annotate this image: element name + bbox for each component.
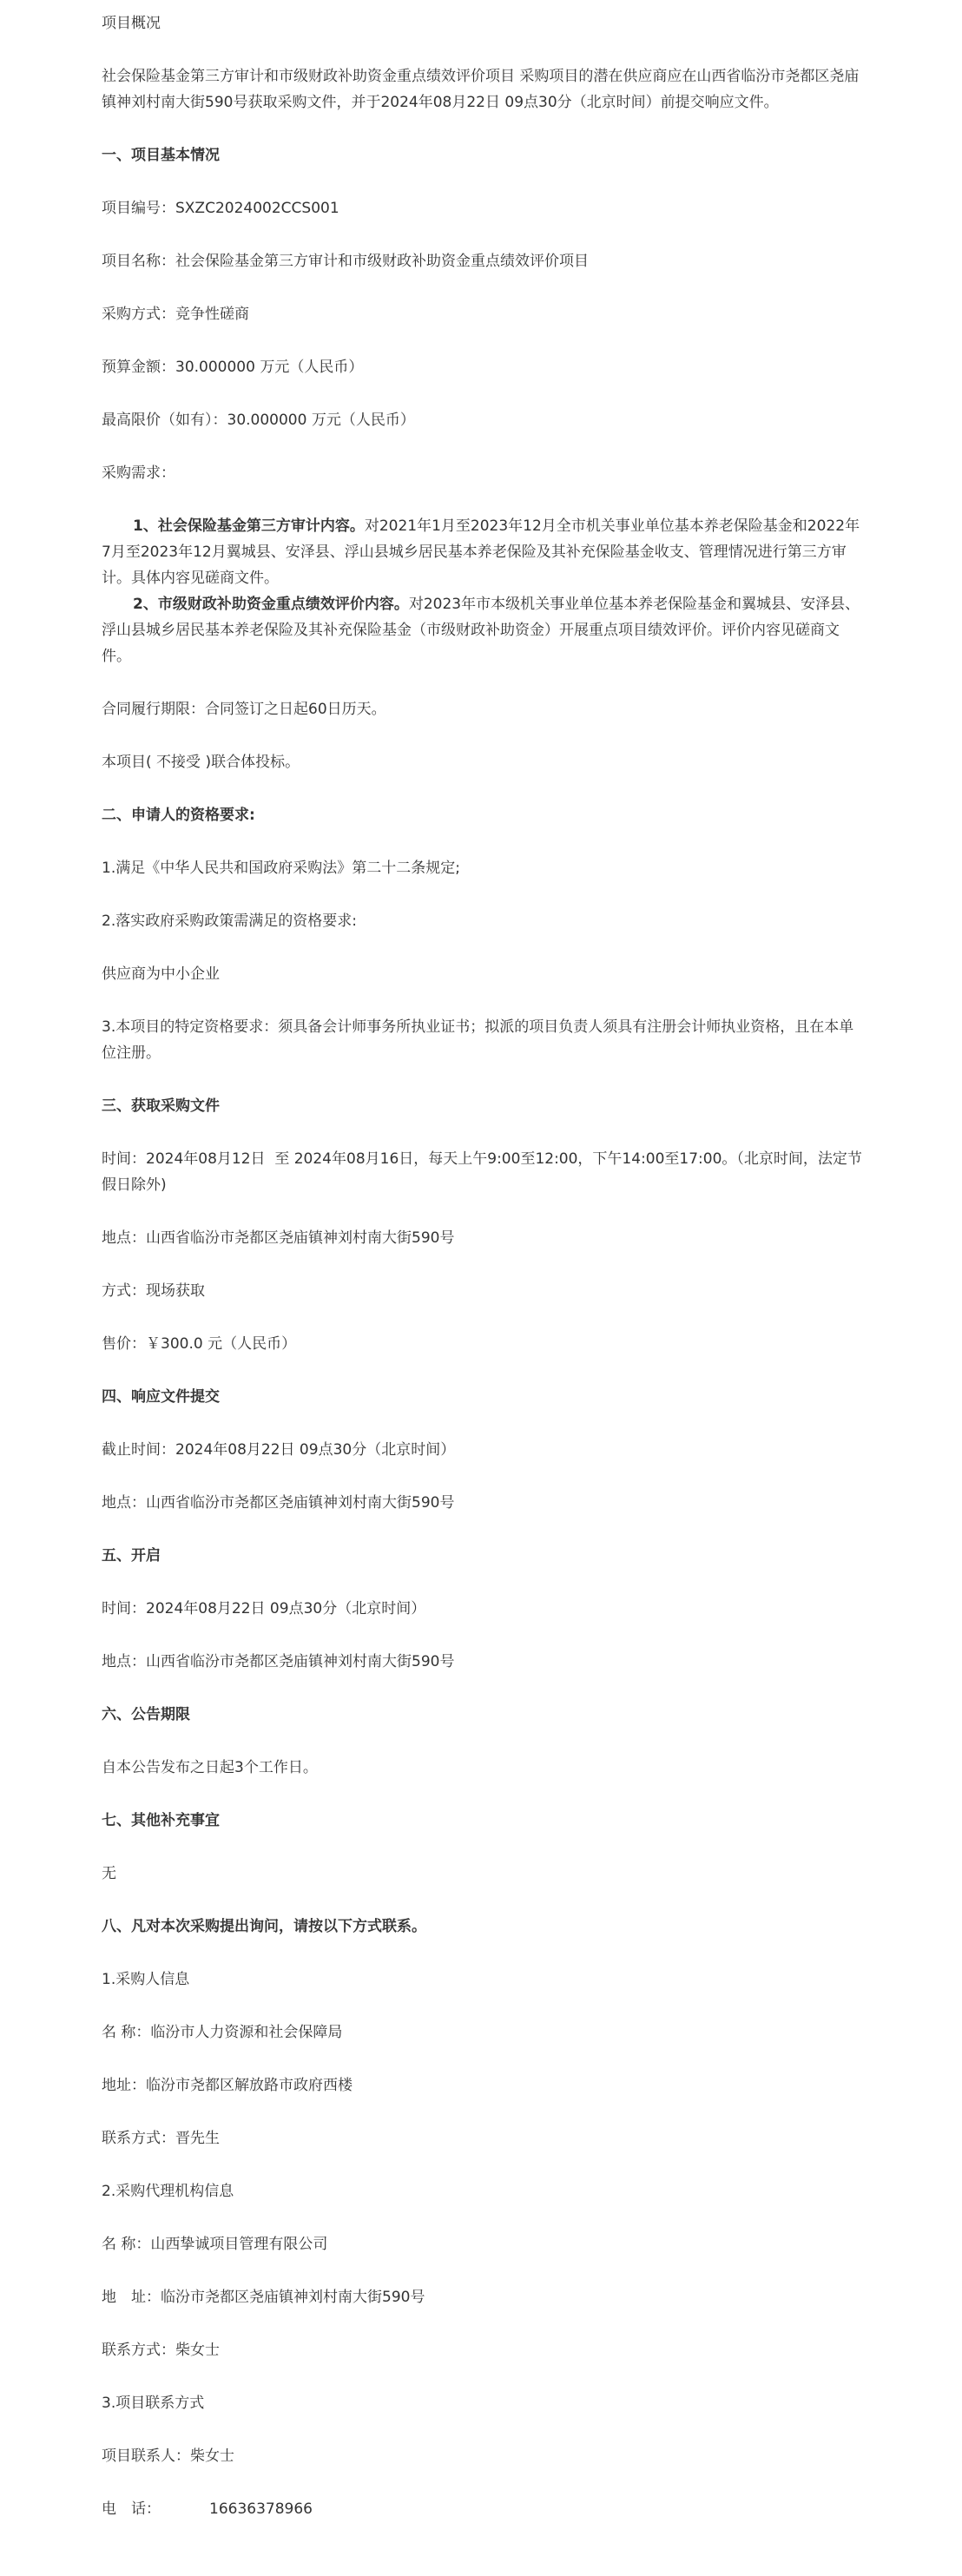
consortium-note: 本项目( 不接受 )联合体投标。 (102, 754, 300, 771)
demand-label: 采购需求： (102, 464, 175, 482)
other-matters: 无 (102, 1865, 116, 1882)
section2-heading: 二、申请人的资格要求: (102, 807, 255, 824)
agency-contact: 联系方式：柴女士 (102, 2342, 220, 2359)
section3-heading: 三、获取采购文件 (102, 1097, 220, 1115)
agency-info-title: 2.采购代理机构信息 (102, 2183, 234, 2200)
contract-period: 合同履行期限：合同签订之日起60日历天。 (102, 701, 386, 718)
announcement-document (102, 10, 866, 2549)
submission-place: 地点：山西省临汾市尧都区尧庙镇神刘村南大街590号 (102, 1494, 455, 1512)
acquire-place: 地点：山西省临汾市尧都区尧庙镇神刘村南大街590号 (102, 1229, 455, 1247)
max-price: 最高限价（如有）：30.000000 万元（人民币） (102, 412, 415, 429)
buyer-contact: 联系方式：晋先生 (102, 2130, 220, 2147)
agency-address: 地 址：临汾市尧都区尧庙镇神刘村南大街590号 (102, 2289, 425, 2306)
sme-requirement: 供应商为中小企业 (102, 965, 220, 983)
qualification-1: 1.满足《中华人民共和国政府采购法》第二十二条规定; (102, 860, 460, 877)
budget-amount: 预算金额：30.000000 万元（人民币） (102, 359, 364, 376)
requirement-1 (102, 513, 866, 591)
opening-place: 地点：山西省临汾市尧都区尧庙镇神刘村南大街590号 (102, 1653, 455, 1670)
project-contact-title: 3.项目联系方式 (102, 2395, 205, 2412)
opening-time: 时间：2024年08月22日 09点30分（北京时间） (102, 1600, 426, 1617)
requirement-2 (102, 591, 866, 669)
acquire-price: 售价：￥300.0 元（人民币） (102, 1335, 297, 1353)
section6-heading: 六、公告期限 (102, 1706, 190, 1723)
qualification-2: 2.落实政府采购政策需满足的资格要求: (102, 912, 357, 930)
acquire-time: 时间：2024年08月12日 至 2024年08月16日，每天上午9:00至12:00，下午14:00至17:00。（北京时间，法定节假日除外) (102, 1150, 862, 1194)
agency-name: 名 称：山西挚诚项目管理有限公司 (102, 2236, 328, 2253)
procurement-method: 采购方式：竞争性磋商 (102, 306, 249, 323)
buyer-address: 地址：临汾市尧都区解放路市政府西楼 (102, 2077, 353, 2094)
project-contact-person: 项目联系人：柴女士 (102, 2448, 234, 2465)
section5-heading: 五、开启 (102, 1547, 161, 1565)
overview-intro: 社会保险基金第三方审计和市级财政补助资金重点绩效评价项目 采购项目的潜在供应商应在山西省临汾市尧都区尧庙镇神刘村南大街590号获取采购文件，并于2024年08月22日 09点30分（北京时间）前提交响应文件。 (102, 68, 860, 111)
overview-heading: 项目概况 (102, 15, 161, 32)
qualification-3: 3.本项目的特定资格要求：须具备会计师事务所执业证书；拟派的项目负责人须具有注册会计师执业资格，且在本单位注册。 (102, 1018, 854, 1062)
requirement-1-text: 对2021年1月至2023年12月全市机关事业单位基本养老保险基金和2022年7月至2023年12月翼城县、安泽县、浮山县城乡居民基本养老保险及其补充保险基金收支、管理情况进行第三方审计。具体内容见磋商文件。 (102, 517, 860, 587)
acquire-way: 方式：现场获取 (102, 1282, 205, 1300)
section4-heading: 四、响应文件提交 (102, 1388, 220, 1406)
submission-deadline: 截止时间：2024年08月22日 09点30分（北京时间） (102, 1441, 456, 1459)
project-number: 项目编号：SXZC2024002CCS001 (102, 200, 339, 217)
phone-number: 16636378966 (209, 2500, 313, 2518)
project-name: 项目名称：社会保险基金第三方审计和市级财政补助资金重点绩效评价项目 (102, 253, 589, 270)
requirement-1-title: 1、社会保险基金第三方审计内容。 (133, 517, 365, 535)
section8-heading: 八、凡对本次采购提出询问，请按以下方式联系。 (102, 1918, 426, 1935)
phone-label: 电 话： (102, 2500, 161, 2518)
section7-heading: 七、其他补充事宜 (102, 1812, 220, 1829)
requirement-2-text: 对2023年市本级机关事业单位基本养老保险基金和翼城县、安泽县、浮山县城乡居民基本养老保险及其补充保险基金（市级财政补助资金）开展重点项目绩效评价。评价内容见磋商文件。 (102, 596, 860, 665)
buyer-info-title: 1.采购人信息 (102, 1971, 190, 1988)
section1-heading: 一、项目基本情况 (102, 147, 220, 164)
requirement-2-title: 2、市级财政补助资金重点绩效评价内容。 (133, 596, 409, 613)
notice-period: 自本公告发布之日起3个工作日。 (102, 1759, 318, 1776)
contact-phone (102, 2496, 866, 2522)
buyer-name: 名 称：临汾市人力资源和社会保障局 (102, 2024, 343, 2041)
